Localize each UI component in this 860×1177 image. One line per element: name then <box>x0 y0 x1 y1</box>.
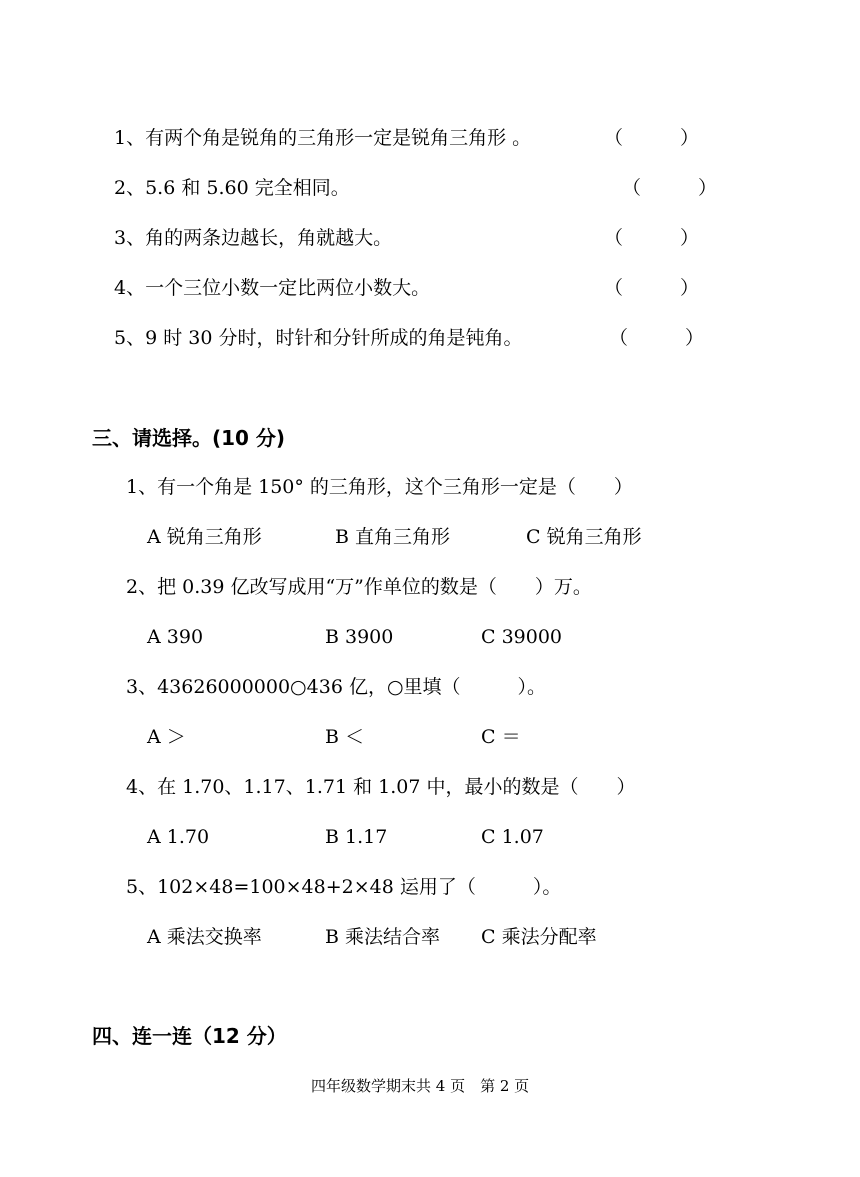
choose-option-2c[interactable]: C 39000 <box>481 626 563 648</box>
choose-option-1c[interactable]: C 锐角三角形 <box>526 526 642 548</box>
judge-answer-1[interactable]: （ ） <box>604 127 700 149</box>
choose-option-5a[interactable]: A 乘法交换率 <box>147 926 262 948</box>
choose-option-1b[interactable]: B 直角三角形 <box>335 526 451 548</box>
judge-answer-2[interactable]: （ ） <box>622 177 718 199</box>
choose-option-3c[interactable]: C ＝ <box>481 726 521 748</box>
choose-option-5b[interactable]: B 乘法结合率 <box>325 926 441 948</box>
choose-question-1: 1、有一个角是 150° 的三角形，这个三角形一定是（ ） <box>126 476 633 498</box>
connect-heading: 四、连一连（12 分） <box>92 1024 287 1048</box>
judge-item-3: 3、角的两条边越长，角就越大。 <box>114 227 393 249</box>
judge-item-5: 5、9 时 30 分时，时针和分针所成的角是钝角。 <box>114 327 523 349</box>
judge-answer-4[interactable]: （ ） <box>604 277 700 299</box>
choose-heading: 三、请选择。(10 分) <box>92 426 286 450</box>
choose-option-4a[interactable]: A 1.70 <box>147 826 210 848</box>
judge-item-2: 2、5.6 和 5.60 完全相同。 <box>114 177 350 199</box>
choose-option-2b[interactable]: B 3900 <box>325 626 394 648</box>
choose-question-2: 2、把 0.39 亿改写成用“万”作单位的数是（ ）万。 <box>126 576 592 598</box>
choose-option-3b[interactable]: B ＜ <box>325 726 365 748</box>
choose-option-4b[interactable]: B 1.17 <box>325 826 388 848</box>
judge-item-4: 4、一个三位小数一定比两位小数大。 <box>114 277 431 299</box>
choose-question-5: 5、102×48=100×48+2×48 运用了（ ）。 <box>126 876 562 898</box>
judge-item-1: 1、有两个角是锐角的三角形一定是锐角三角形 。 <box>114 127 532 149</box>
choose-option-1a[interactable]: A 锐角三角形 <box>147 526 262 548</box>
choose-option-2a[interactable]: A 390 <box>147 626 204 648</box>
choose-option-5c[interactable]: C 乘法分配率 <box>481 926 597 948</box>
page-footer: 四年级数学期末共 4 页 第 2 页 <box>311 1077 530 1095</box>
choose-option-3a[interactable]: A ＞ <box>147 726 186 748</box>
judge-answer-3[interactable]: （ ） <box>604 227 700 249</box>
choose-question-3: 3、43626000000○436 亿，○里填（ ）。 <box>126 676 547 698</box>
judge-answer-5[interactable]: （ ） <box>609 327 705 349</box>
choose-question-4: 4、在 1.70、1.17、1.71 和 1.07 中，最小的数是（ ） <box>126 776 636 798</box>
choose-option-4c[interactable]: C 1.07 <box>481 826 544 848</box>
